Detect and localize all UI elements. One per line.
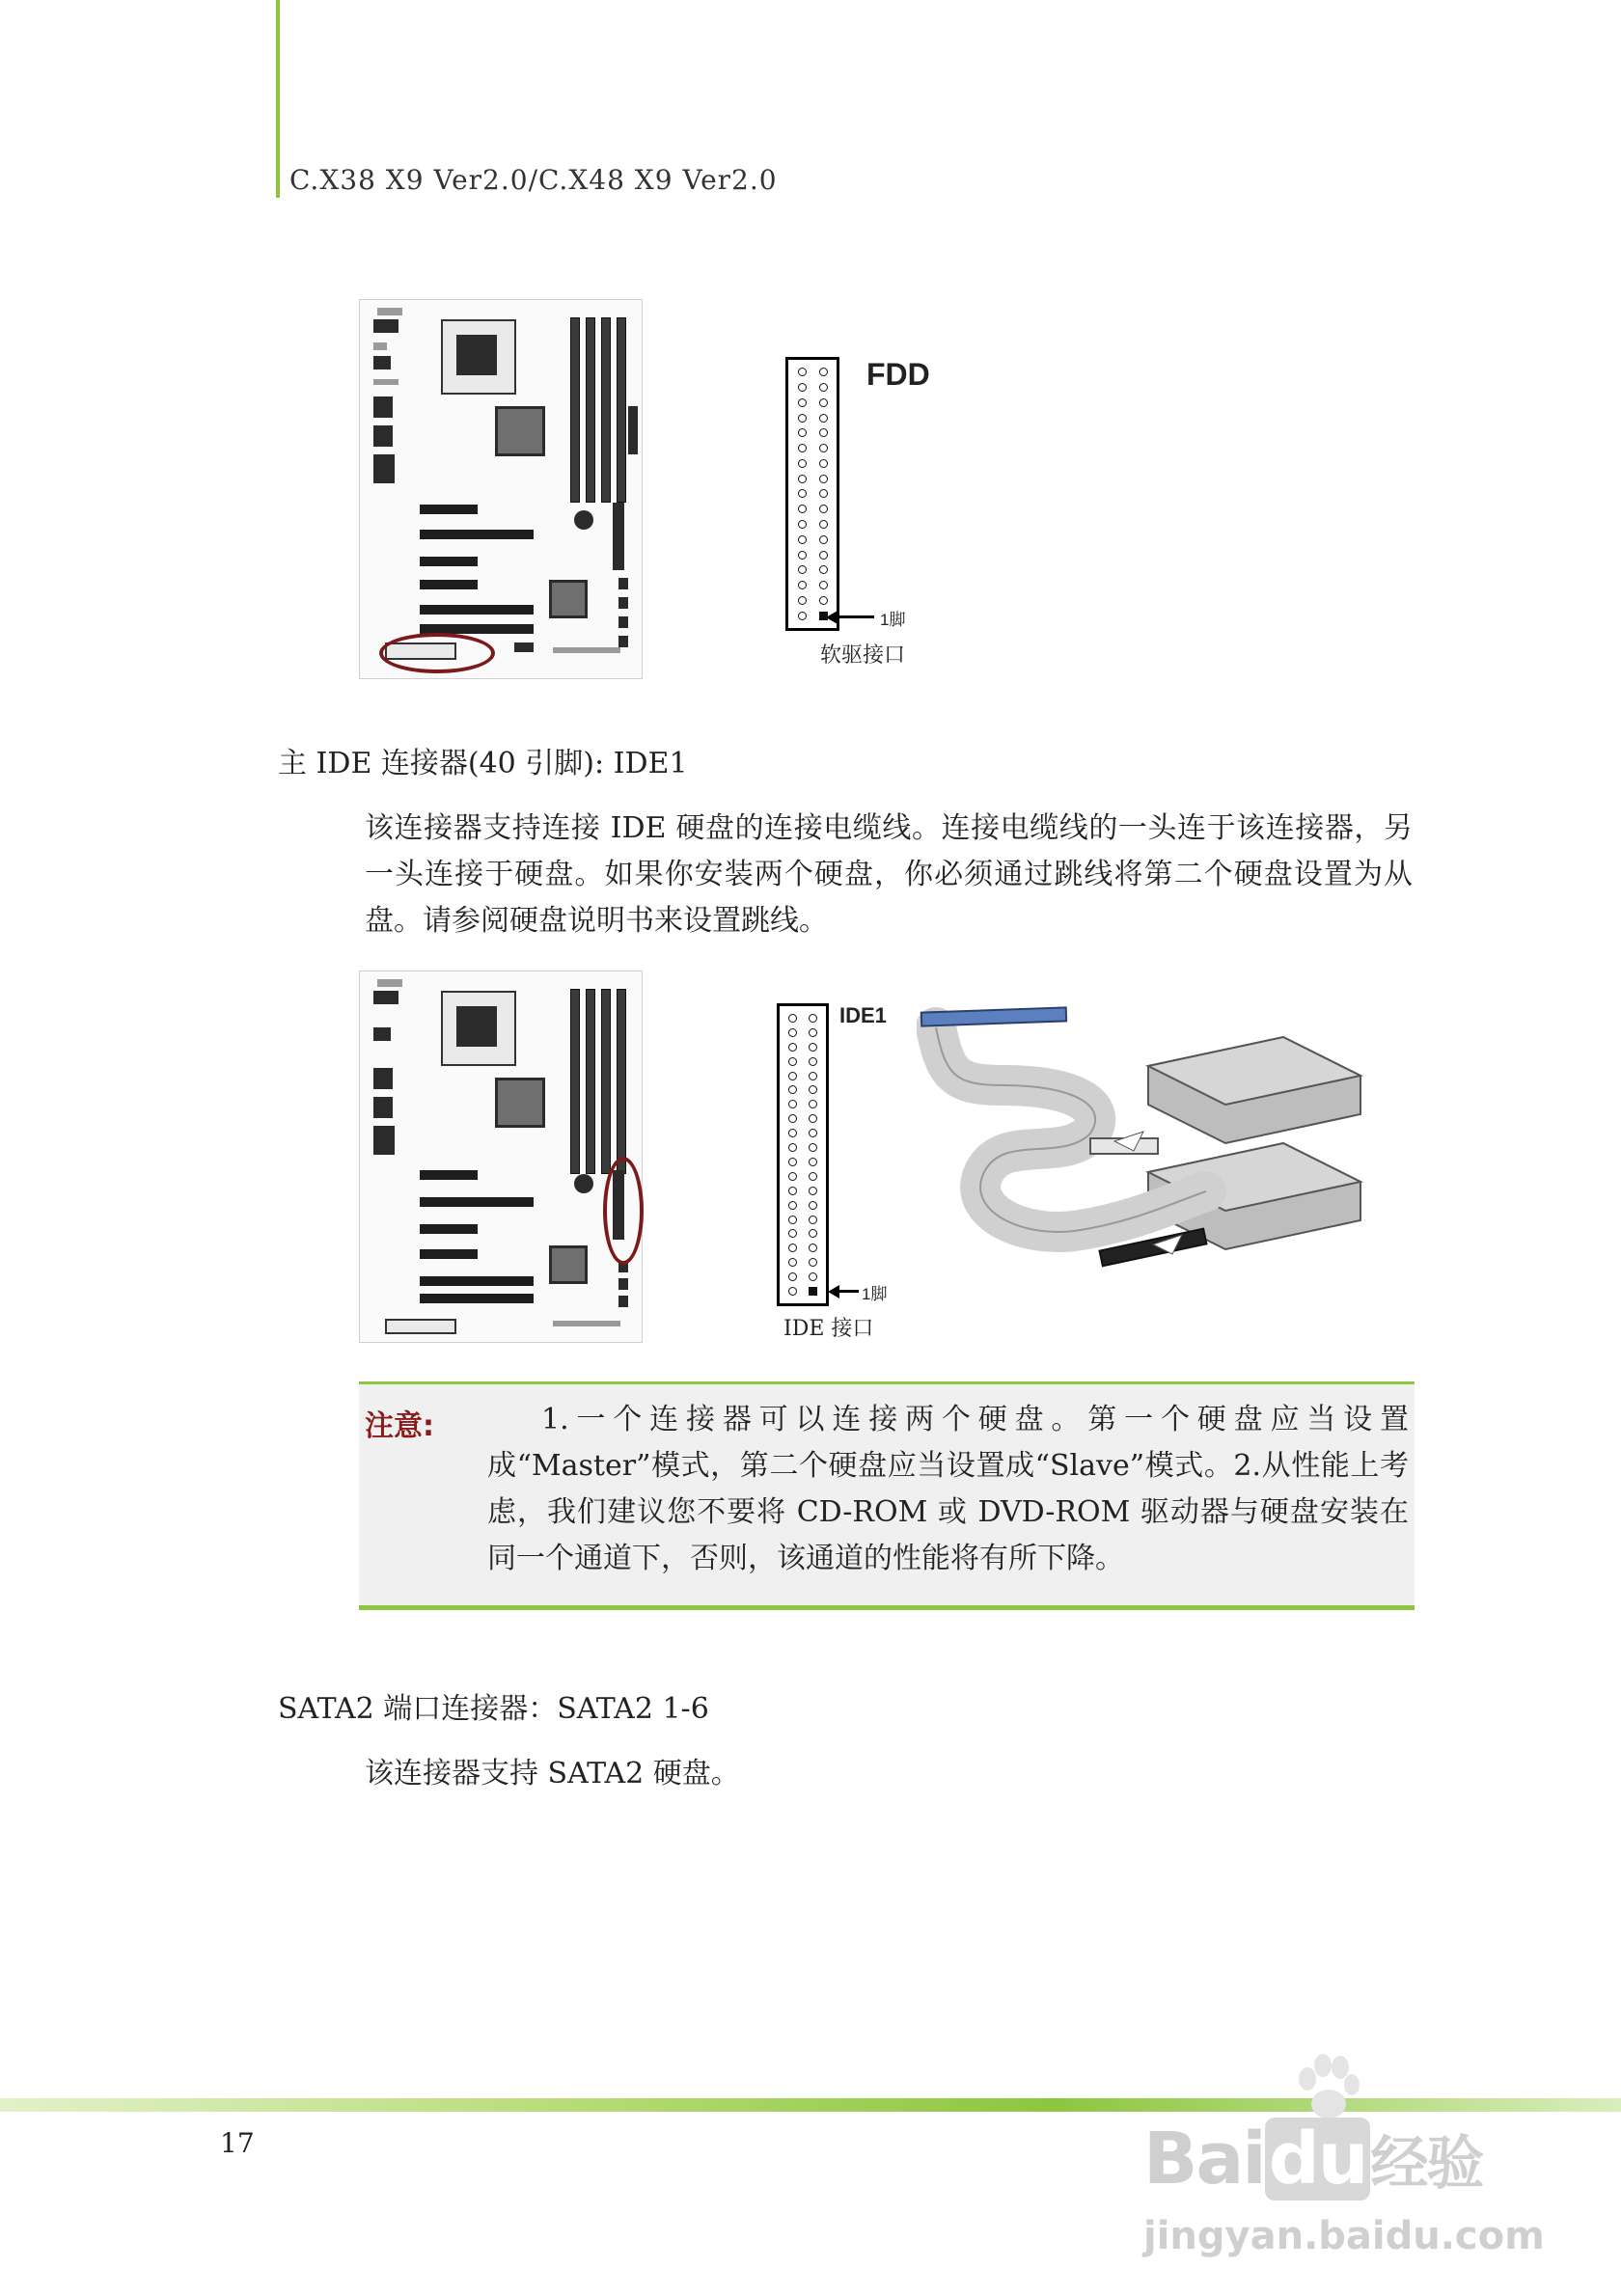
fdd-pin1-arrow-line [836, 615, 874, 618]
pin [798, 398, 807, 407]
pin [809, 1287, 817, 1296]
note-top-border [359, 1381, 1415, 1384]
ide-caption: IDE 接口 [783, 1317, 874, 1341]
motherboard-diagram-fdd [359, 299, 643, 679]
pin [819, 459, 828, 468]
watermark-brand-b: du [1265, 2118, 1371, 2200]
note-text [487, 1397, 1409, 1582]
pin [798, 383, 807, 392]
ide-pin-header [777, 1003, 829, 1306]
pin [788, 1100, 797, 1108]
pin [809, 1272, 817, 1281]
pin [809, 1158, 817, 1166]
paw-icon [1288, 2050, 1365, 2127]
pin [809, 1072, 817, 1080]
pin [788, 1187, 797, 1195]
pin [788, 1216, 797, 1224]
motherboard-diagram-ide [359, 970, 643, 1343]
pin [809, 1172, 817, 1181]
pin [819, 428, 828, 437]
ide-paragraph: 该连接器支持连接 IDE 硬盘的连接电缆线。连接电缆线的一头连于该连接器，另一头连接于硬盘。如果你安装两个硬盘，你必须通过跳线将第二个硬盘设置为从盘。请参阅硬盘说明书来设置跳线。 [365, 811, 1413, 938]
fdd-pin-grid [791, 365, 834, 623]
pin [819, 565, 828, 574]
header-title: C.X38 X9 Ver2.0/C.X48 X9 Ver2.0 [289, 164, 778, 196]
pin [819, 535, 828, 544]
hard-drive-top [1148, 1037, 1360, 1143]
pin [798, 368, 807, 376]
pin [819, 581, 828, 589]
pin [798, 475, 807, 483]
ide-cable-illustration [917, 998, 1380, 1307]
ribbon-cable [936, 1027, 1206, 1232]
pin [809, 1244, 817, 1252]
note-body: 1.一个连接器可以连接两个硬盘。第一个硬盘应当设置成“Master”模式，第二个硬盘应当设置成“Slave”模式。2.从性能上考虑，我们建议您不要将 CD-ROM 或 DVD-ROM 驱动器与硬盘安装在同一个通道下，否则，该通道的性能将有所下降。 [487, 1403, 1409, 1575]
pin [788, 1272, 797, 1281]
pin [788, 1201, 797, 1210]
pin [798, 596, 807, 605]
pin [819, 596, 828, 605]
pin [788, 1158, 797, 1166]
pin [788, 1258, 797, 1267]
ide-connector-label: IDE1 [839, 1003, 887, 1027]
pin [809, 1043, 817, 1052]
pin [819, 520, 828, 529]
pin [809, 1014, 817, 1023]
watermark-url: jingyan.baidu.com [1143, 2214, 1545, 2258]
pin [798, 535, 807, 544]
pin [819, 383, 828, 392]
pin [809, 1100, 817, 1108]
pin [788, 1244, 797, 1252]
fdd-pin-header [785, 357, 839, 631]
pin [809, 1114, 817, 1123]
header-accent-line [276, 0, 280, 198]
pin [819, 414, 828, 423]
pin [788, 1014, 797, 1023]
pin [788, 1114, 797, 1123]
pin [788, 1057, 797, 1066]
pin [798, 414, 807, 423]
pin [809, 1129, 817, 1137]
note-bottom-border [359, 1605, 1415, 1610]
pin [819, 551, 828, 560]
baidu-watermark [1143, 2050, 1568, 2291]
ide-heading: 主 IDE 连接器(40 引脚): IDE1 [278, 747, 688, 780]
watermark-brand-c: 经验 [1370, 2130, 1483, 2198]
pin [809, 1187, 817, 1195]
pin [798, 505, 807, 513]
pin [819, 444, 828, 452]
pin [798, 581, 807, 589]
sata-heading: SATA2 端口连接器：SATA2 1-6 [278, 1692, 709, 1726]
pin [809, 1085, 817, 1094]
sata-paragraph: 该连接器支持 SATA2 硬盘。 [365, 1757, 740, 1790]
pin [798, 428, 807, 437]
pin [788, 1129, 797, 1137]
pin [809, 1057, 817, 1066]
fdd-pin1-label: 1脚 [880, 611, 906, 629]
pin [798, 444, 807, 452]
pin [788, 1028, 797, 1037]
watermark-brand-a: Bai [1143, 2118, 1265, 2200]
pin [809, 1258, 817, 1267]
pin [819, 475, 828, 483]
fdd-caption: 软驱接口 [820, 643, 906, 668]
pin [788, 1085, 797, 1094]
pin [788, 1043, 797, 1052]
pin [809, 1143, 817, 1152]
pin [798, 551, 807, 560]
pin [809, 1216, 817, 1224]
pin [798, 612, 807, 620]
pin [798, 459, 807, 468]
ide-pin-grid [783, 1011, 823, 1298]
note-label: 注意: [365, 1409, 434, 1443]
pin [798, 565, 807, 574]
pin [819, 368, 828, 376]
pin [788, 1143, 797, 1152]
ide-highlight-oval [603, 1157, 644, 1265]
pin [798, 520, 807, 529]
page-number: 17 [220, 2127, 255, 2159]
pin [809, 1201, 817, 1210]
pin [819, 398, 828, 407]
pin [819, 489, 828, 498]
ide-pin1-label: 1脚 [862, 1285, 888, 1303]
pin [809, 1028, 817, 1037]
pin [788, 1229, 797, 1238]
pin [819, 505, 828, 513]
pin [788, 1287, 797, 1296]
ide-pin1-arrow-line [838, 1290, 859, 1293]
fdd-connector-label: FDD [866, 357, 930, 392]
pin [809, 1229, 817, 1238]
fdd-highlight-oval [379, 633, 495, 673]
pin [788, 1172, 797, 1181]
pin [798, 489, 807, 498]
pin [788, 1072, 797, 1080]
